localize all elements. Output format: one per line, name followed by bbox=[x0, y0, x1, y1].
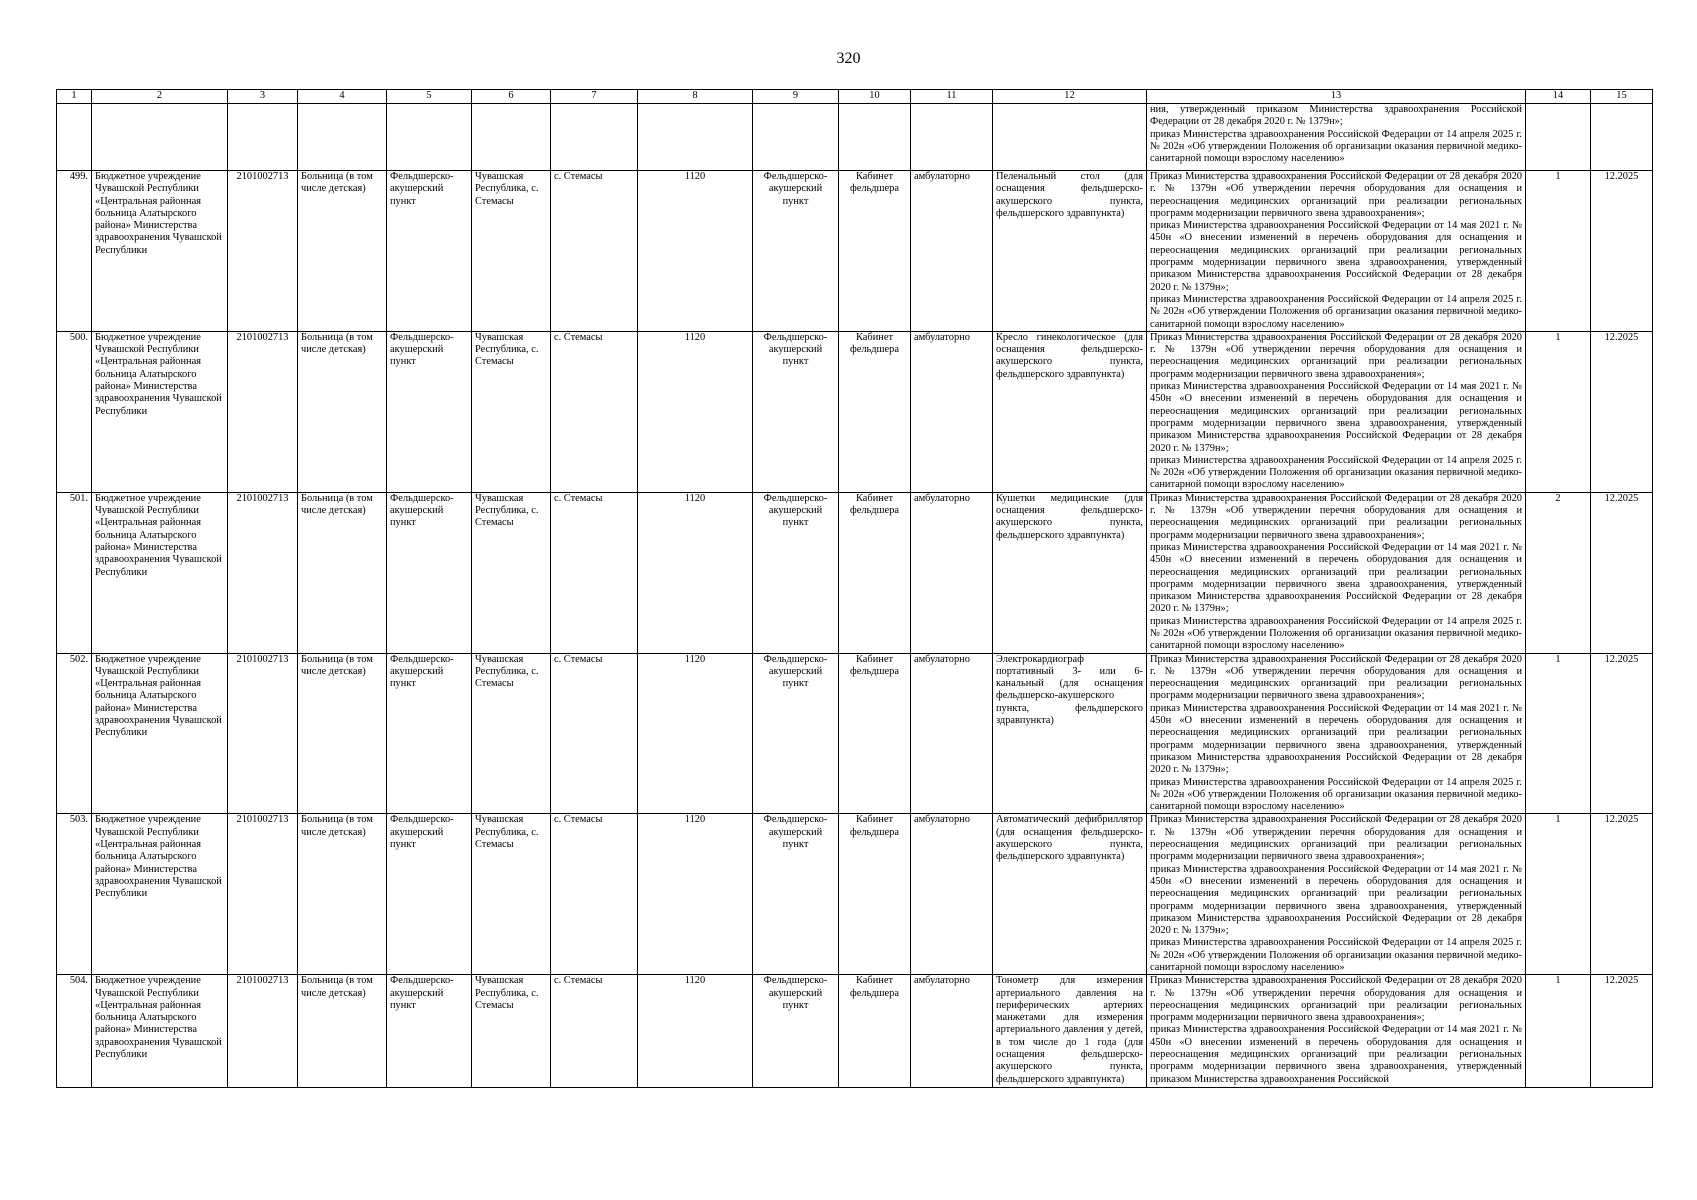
code-cell: 1120 bbox=[638, 492, 753, 653]
care-condition-cell: амбулаторно bbox=[911, 975, 993, 1088]
care-condition-cell: амбулаторно bbox=[911, 814, 993, 975]
code-cell: 1120 bbox=[638, 975, 753, 1088]
institution-type-cell: Больница (в том числе детская) bbox=[298, 331, 387, 492]
column-number: 1 bbox=[57, 90, 92, 104]
department-cell: Фельдшерско-акушерский пункт bbox=[753, 975, 839, 1088]
basis-cell: Приказ Министерства здравоохранения Российской Федерации от 28 декабря 2020 г. № 1379н «Об утверждении перечня оборудования для оснащения и переоснащения медицинских организаций при реализации региональных программ модернизации первичного звена здравоохранения»; приказ Министерства здравоохранения Российской Федерации от 14 мая 2021 г. № 450н «О внесении изменений в перечень оборудования для оснащения и переоснащения медицинских организаций при реализации региональных программ модернизации первичного звена здравоохранения, утвержденный приказом Министерства здравоохранения Российской Федерации от 28 декабря 2020 г. № 1379н»; приказ Министерства здравоохранения Российской Федерации от 14 апреля 2025 г. № 202н «Об утверждении Положения об организации оказания первичной медико-санитарной помощи взрослому населению» bbox=[1147, 492, 1526, 653]
unit-cell: Фельдшерско-акушерский пункт bbox=[387, 814, 472, 975]
column-number: 13 bbox=[1147, 90, 1526, 104]
table-row bbox=[57, 331, 1653, 492]
table-row bbox=[57, 814, 1653, 975]
equipment-cell: Электрокардиограф портативный 3- или 6-канальный (для оснащения фельдшерско-акушерского пункта, фельдшерского здравпункта) bbox=[993, 653, 1147, 814]
date-cell: 12.2025 bbox=[1591, 492, 1653, 653]
date-cell: 12.2025 bbox=[1591, 975, 1653, 1088]
date-cell: 12.2025 bbox=[1591, 653, 1653, 814]
address-cell: Чувашская Республика, с. Стемасы bbox=[472, 331, 551, 492]
row-number-cell: 502. bbox=[57, 653, 92, 814]
department-cell: Фельдшерско-акушерский пункт bbox=[753, 653, 839, 814]
quantity-cell: 2 bbox=[1526, 492, 1591, 653]
basis-cell: Приказ Министерства здравоохранения Российской Федерации от 28 декабря 2020 г. № 1379н «Об утверждении перечня оборудования для оснащения и переоснащения медицинских организаций при реализации региональных программ модернизации первичного звена здравоохранения»; приказ Министерства здравоохранения Российской Федерации от 14 мая 2021 г. № 450н «О внесении изменений в перечень оборудования для оснащения и переоснащения медицинских организаций при реализации региональных программ модернизации первичного звена здравоохранения, утвержденный приказом Министерства здравоохранения Российской Федерации от 28 декабря 2020 г. № 1379н»; приказ Министерства здравоохранения Российской Федерации от 14 апреля 2025 г. № 202н «Об утверждении Положения об организации оказания первичной медико-санитарной помощи взрослому населению» bbox=[1147, 171, 1526, 332]
address-cell: Чувашская Республика, с. Стемасы bbox=[472, 653, 551, 814]
inn-cell: 2101002713 bbox=[228, 171, 298, 332]
equipment-cell: Кресло гинекологическое (для оснащения фельдшерско-акушерского пункта, фельдшерского здравпункта) bbox=[993, 331, 1147, 492]
room-cell: Кабинет фельдшера bbox=[839, 171, 911, 332]
locality-cell: с. Стемасы bbox=[551, 492, 638, 653]
department-cell: Фельдшерско-акушерский пункт bbox=[753, 492, 839, 653]
row-number-cell: 499. bbox=[57, 171, 92, 332]
basis-cell: Приказ Министерства здравоохранения Российской Федерации от 28 декабря 2020 г. № 1379н «Об утверждении перечня оборудования для оснащения и переоснащения медицинских организаций при реализации региональных программ модернизации первичного звена здравоохранения»; приказ Министерства здравоохранения Российской Федерации от 14 мая 2021 г. № 450н «О внесении изменений в перечень оборудования для оснащения и переоснащения медицинских организаций при реализации региональных программ модернизации первичного звена здравоохранения, утвержденный приказом Министерства здравоохранения Российской Федерации от 28 декабря 2020 г. № 1379н»; приказ Министерства здравоохранения Российской Федерации от 14 апреля 2025 г. № 202н «Об утверждении Положения об организации оказания первичной медико-санитарной помощи взрослому населению» bbox=[1147, 814, 1526, 975]
column-number: 7 bbox=[551, 90, 638, 104]
inn-cell: 2101002713 bbox=[228, 975, 298, 1088]
room-cell: Кабинет фельдшера bbox=[839, 975, 911, 1088]
table-row bbox=[57, 492, 1653, 653]
inn-cell: 2101002713 bbox=[228, 814, 298, 975]
unit-cell: Фельдшерско-акушерский пункт bbox=[387, 975, 472, 1088]
unit-cell: Фельдшерско-акушерский пункт bbox=[387, 331, 472, 492]
table-row bbox=[57, 171, 1653, 332]
equipment-cell: Кушетки медицинские (для оснащения фельдшерско-акушерского пункта, фельдшерского здравпункта) bbox=[993, 492, 1147, 653]
care-condition-cell: амбулаторно bbox=[911, 331, 993, 492]
address-cell: Чувашская Республика, с. Стемасы bbox=[472, 814, 551, 975]
room-cell: Кабинет фельдшера bbox=[839, 814, 911, 975]
column-number: 2 bbox=[92, 90, 228, 104]
continuation-row bbox=[57, 104, 1653, 171]
basis-cell: ния, утвержденный приказом Министерства здравоохранения Российской Федерации от 28 декабря 2020 г. № 1379н»; приказ Министерства здравоохранения Российской Федерации от 14 апреля 2025 г. № 202н «Об утверждении Положения об организации оказания первичной медико-санитарной помощи взрослому населению» bbox=[1147, 104, 1526, 171]
address-cell: Чувашская Республика, с. Стемасы bbox=[472, 975, 551, 1088]
organization-cell: Бюджетное учреждение Чувашской Республики «Центральная районная больница Алатырского района» Министерства здравоохранения Чувашской Республики bbox=[92, 492, 228, 653]
equipment-cell: Пеленальный стол (для оснащения фельдшерско-акушерского пункта, фельдшерского здравпункта) bbox=[993, 171, 1147, 332]
institution-type-cell: Больница (в том числе детская) bbox=[298, 171, 387, 332]
department-cell: Фельдшерско-акушерский пункт bbox=[753, 331, 839, 492]
quantity-cell: 1 bbox=[1526, 171, 1591, 332]
code-cell: 1120 bbox=[638, 653, 753, 814]
basis-cell: Приказ Министерства здравоохранения Российской Федерации от 28 декабря 2020 г. № 1379н «Об утверждении перечня оборудования для оснащения и переоснащения медицинских организаций при реализации региональных программ модернизации первичного звена здравоохранения»; приказ Министерства здравоохранения Российской Федерации от 14 мая 2021 г. № 450н «О внесении изменений в перечень оборудования для оснащения и переоснащения медицинских организаций при реализации региональных программ модернизации первичного звена здравоохранения, утвержденный приказом Министерства здравоохранения Российской Федерации от 28 декабря 2020 г. № 1379н»; приказ Министерства здравоохранения Российской Федерации от 14 апреля 2025 г. № 202н «Об утверждении Положения об организации оказания первичной медико-санитарной помощи взрослому населению» bbox=[1147, 331, 1526, 492]
institution-type-cell: Больница (в том числе детская) bbox=[298, 975, 387, 1088]
quantity-cell: 1 bbox=[1526, 331, 1591, 492]
equipment-cell: Автоматический дефибриллятор (для оснащения фельдшерско-акушерского пункта, фельдшерского здравпункта) bbox=[993, 814, 1147, 975]
equipment-cell: Тонометр для измерения артериального давления на периферических артериях манжетами для измерения артериального давления у детей, в том числе до 1 года (для оснащения фельдшерско-акушерского пункта, фельдшерского здравпункта) bbox=[993, 975, 1147, 1088]
date-cell: 12.2025 bbox=[1591, 331, 1653, 492]
table-row bbox=[57, 975, 1653, 1088]
inn-cell: 2101002713 bbox=[228, 492, 298, 653]
column-number: 4 bbox=[298, 90, 387, 104]
locality-cell: с. Стемасы bbox=[551, 653, 638, 814]
column-number: 3 bbox=[228, 90, 298, 104]
column-number: 5 bbox=[387, 90, 472, 104]
care-condition-cell: амбулаторно bbox=[911, 492, 993, 653]
row-number-cell: 504. bbox=[57, 975, 92, 1088]
column-number: 6 bbox=[472, 90, 551, 104]
date-cell: 12.2025 bbox=[1591, 171, 1653, 332]
inn-cell: 2101002713 bbox=[228, 331, 298, 492]
quantity-cell: 1 bbox=[1526, 975, 1591, 1088]
room-cell: Кабинет фельдшера bbox=[839, 331, 911, 492]
institution-type-cell: Больница (в том числе детская) bbox=[298, 492, 387, 653]
room-cell: Кабинет фельдшера bbox=[839, 653, 911, 814]
organization-cell: Бюджетное учреждение Чувашской Республики «Центральная районная больница Алатырского района» Министерства здравоохранения Чувашской Республики bbox=[92, 814, 228, 975]
column-number: 9 bbox=[753, 90, 839, 104]
address-cell: Чувашская Республика, с. Стемасы bbox=[472, 171, 551, 332]
locality-cell: с. Стемасы bbox=[551, 171, 638, 332]
row-number-cell: 503. bbox=[57, 814, 92, 975]
column-number: 15 bbox=[1591, 90, 1653, 104]
inn-cell: 2101002713 bbox=[228, 653, 298, 814]
table-row bbox=[57, 653, 1653, 814]
organization-cell: Бюджетное учреждение Чувашской Республики «Центральная районная больница Алатырского района» Министерства здравоохранения Чувашской Республики bbox=[92, 653, 228, 814]
institution-type-cell: Больница (в том числе детская) bbox=[298, 653, 387, 814]
care-condition-cell: амбулаторно bbox=[911, 653, 993, 814]
code-cell: 1120 bbox=[638, 814, 753, 975]
locality-cell: с. Стемасы bbox=[551, 331, 638, 492]
quantity-cell: 1 bbox=[1526, 814, 1591, 975]
basis-cell: Приказ Министерства здравоохранения Российской Федерации от 28 декабря 2020 г. № 1379н «Об утверждении перечня оборудования для оснащения и переоснащения медицинских организаций при реализации региональных программ модернизации первичного звена здравоохранения»; приказ Министерства здравоохранения Российской Федерации от 14 мая 2021 г. № 450н «О внесении изменений в перечень оборудования для оснащения и переоснащения медицинских организаций при реализации региональных программ модернизации первичного звена здравоохранения, утвержденный приказом Министерства здравоохранения Российской bbox=[1147, 975, 1526, 1088]
code-cell: 1120 bbox=[638, 171, 753, 332]
column-number: 10 bbox=[839, 90, 911, 104]
row-number-cell: 500. bbox=[57, 331, 92, 492]
unit-cell: Фельдшерско-акушерский пункт bbox=[387, 653, 472, 814]
column-number: 8 bbox=[638, 90, 753, 104]
department-cell: Фельдшерско-акушерский пункт bbox=[753, 814, 839, 975]
basis-cell: Приказ Министерства здравоохранения Российской Федерации от 28 декабря 2020 г. № 1379н «Об утверждении перечня оборудования для оснащения и переоснащения медицинских организаций при реализации региональных программ модернизации первичного звена здравоохранения»; приказ Министерства здравоохранения Российской Федерации от 14 мая 2021 г. № 450н «О внесении изменений в перечень оборудования для оснащения и переоснащения медицинских организаций при реализации региональных программ модернизации первичного звена здравоохранения, утвержденный приказом Министерства здравоохранения Российской Федерации от 28 декабря 2020 г. № 1379н»; приказ Министерства здравоохранения Российской Федерации от 14 апреля 2025 г. № 202н «Об утверждении Положения об организации оказания первичной медико-санитарной помощи взрослому населению» bbox=[1147, 653, 1526, 814]
unit-cell: Фельдшерско-акушерский пункт bbox=[387, 171, 472, 332]
institution-type-cell: Больница (в том числе детская) bbox=[298, 814, 387, 975]
locality-cell: с. Стемасы bbox=[551, 975, 638, 1088]
column-number: 14 bbox=[1526, 90, 1591, 104]
page-number: 320 bbox=[836, 50, 861, 67]
organization-cell: Бюджетное учреждение Чувашской Республики «Центральная районная больница Алатырского района» Министерства здравоохранения Чувашской Республики bbox=[92, 331, 228, 492]
row-number-cell: 501. bbox=[57, 492, 92, 653]
column-number: 11 bbox=[911, 90, 993, 104]
organization-cell: Бюджетное учреждение Чувашской Республики «Центральная районная больница Алатырского района» Министерства здравоохранения Чувашской Республики bbox=[92, 171, 228, 332]
care-condition-cell: амбулаторно bbox=[911, 171, 993, 332]
address-cell: Чувашская Республика, с. Стемасы bbox=[472, 492, 551, 653]
column-number: 12 bbox=[993, 90, 1147, 104]
locality-cell: с. Стемасы bbox=[551, 814, 638, 975]
unit-cell: Фельдшерско-акушерский пункт bbox=[387, 492, 472, 653]
column-number-row bbox=[57, 90, 1653, 104]
date-cell: 12.2025 bbox=[1591, 814, 1653, 975]
department-cell: Фельдшерско-акушерский пункт bbox=[753, 171, 839, 332]
room-cell: Кабинет фельдшера bbox=[839, 492, 911, 653]
organization-cell: Бюджетное учреждение Чувашской Республики «Центральная районная больница Алатырского района» Министерства здравоохранения Чувашской Республики bbox=[92, 975, 228, 1088]
quantity-cell: 1 bbox=[1526, 653, 1591, 814]
equipment-table bbox=[56, 89, 1653, 1088]
code-cell: 1120 bbox=[638, 331, 753, 492]
